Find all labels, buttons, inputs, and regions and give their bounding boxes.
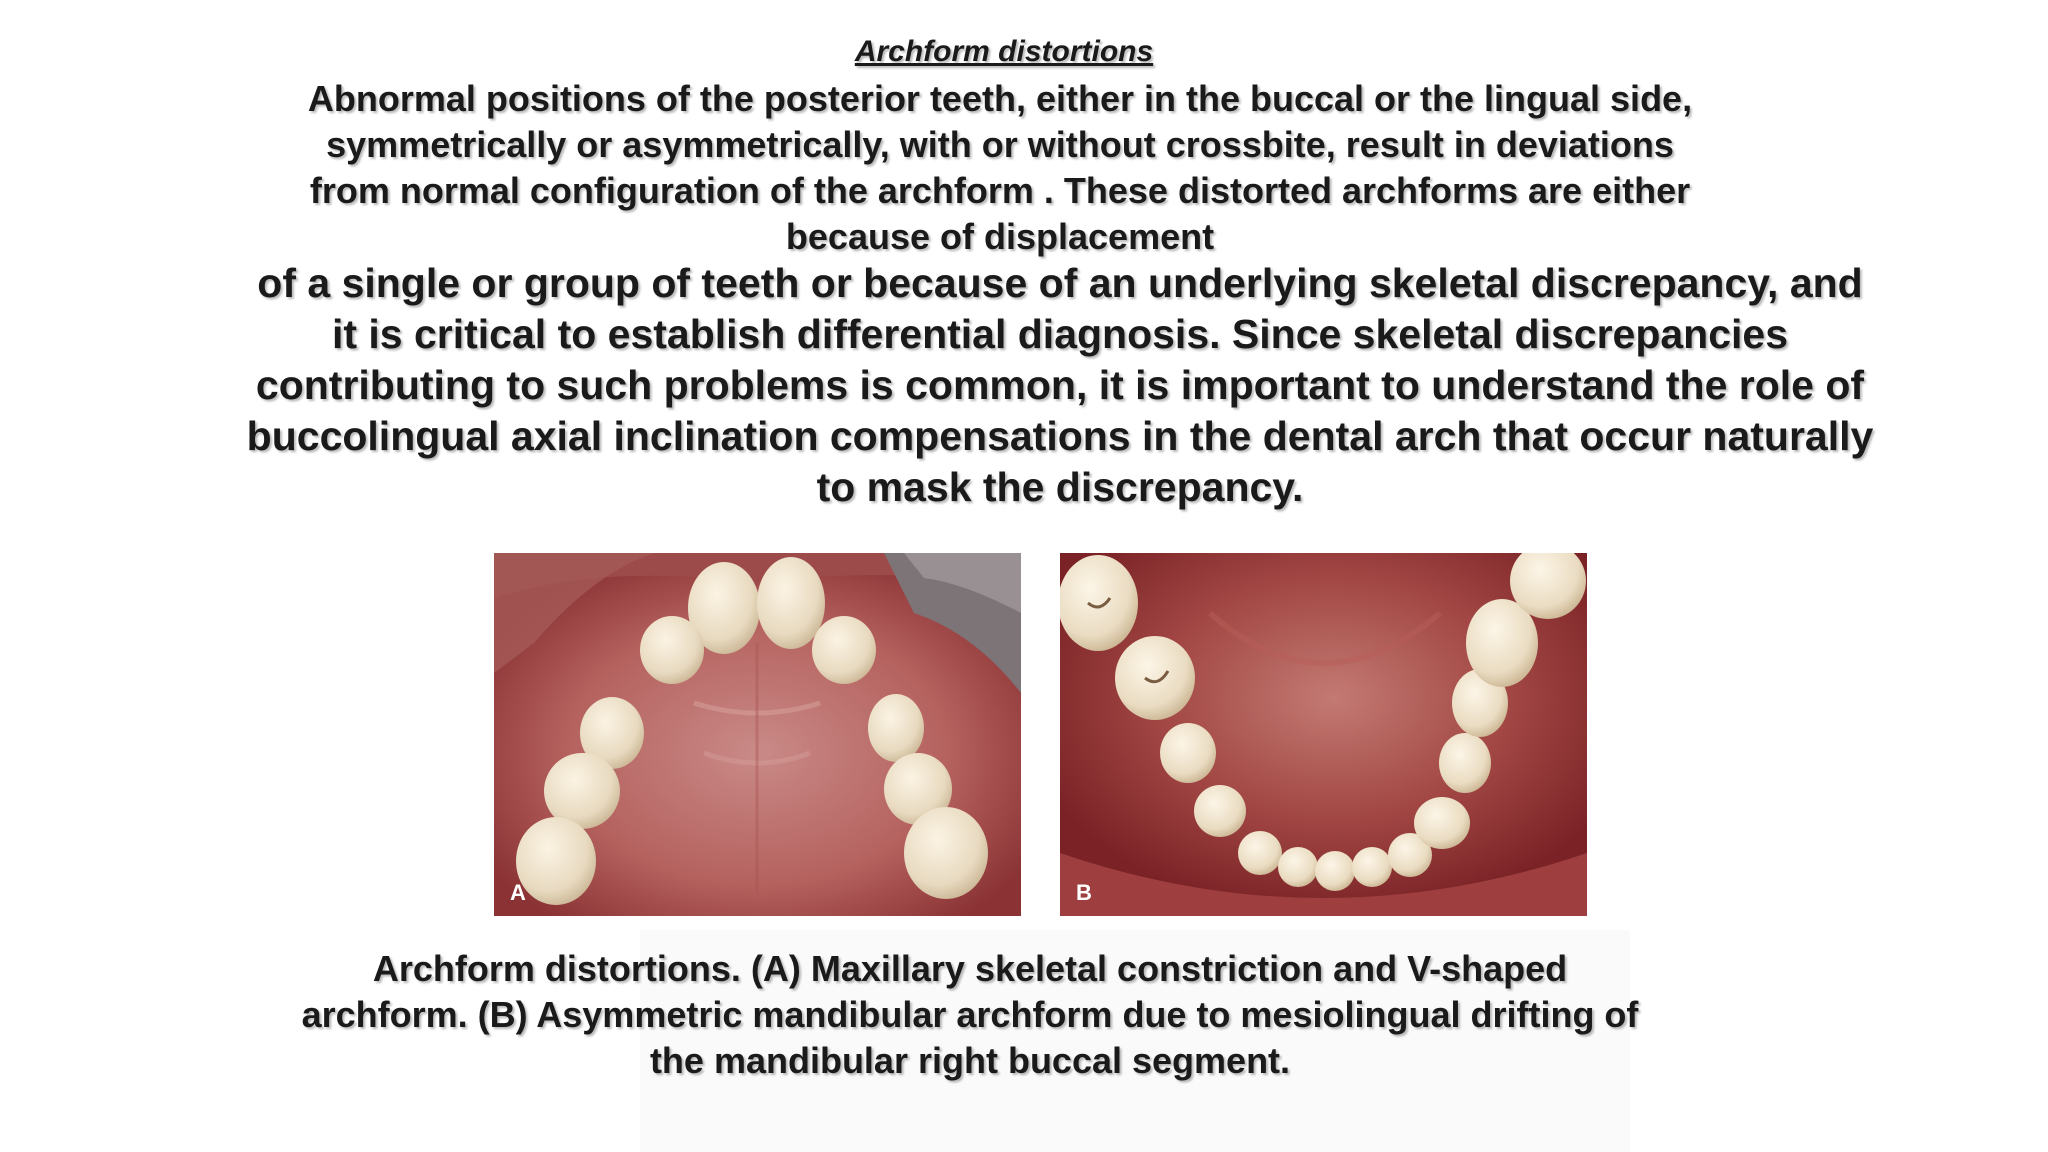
- photo-maxillary-arch: [494, 553, 1021, 916]
- intro-paragraph: Abnormal positions of the posterior teeth, either in the buccal or the lingual side, symmetrically or asymmetrically, with or without crossbite, result in deviations from normal configuration of the archform . These distorted archforms are either because of displacement: [307, 78, 1693, 257]
- body-paragraph: of a single or group of teeth or because of an underlying skeletal discrepancy, and it is critical to establish differential diagnosis. Since skeletal discrepancies contributing to such problems is common, it is important to understand the role of buccolingual axial inclination compensations in the dental arch that occur naturally to mask the discrepancy.: [246, 260, 1874, 510]
- photo-mandibular-arch: [1060, 553, 1587, 916]
- figure-caption: Archform distortions. (A) Maxillary skeletal constriction and V-shaped archform. (B) Asymmetric mandibular archform due to mesiolingual drifting of the mandibular right buccal segment.: [301, 948, 1639, 1081]
- mandibular-arch-image: [1060, 553, 1587, 916]
- maxillary-arch-image: [494, 553, 1021, 916]
- slide-title: Archform distortions: [854, 35, 1154, 68]
- photo-label-b: B: [1076, 880, 1092, 905]
- photo-label-a: A: [510, 880, 526, 905]
